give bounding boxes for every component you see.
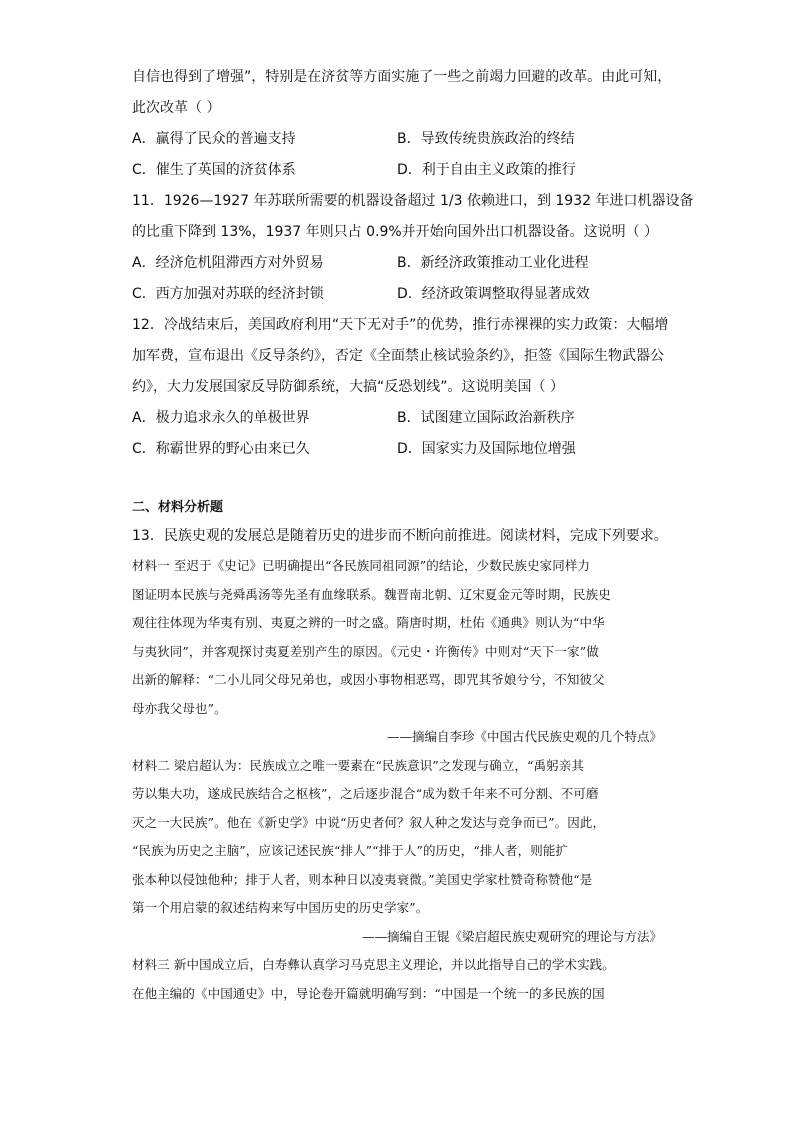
question-stem: 13．民族史观的发展总是随着历史的进步而不断向前推进。阅读材料，完成下列要求。 <box>132 528 668 544</box>
option-row <box>132 124 662 155</box>
material-line: 材料二 梁启超认为：民族成立之唯一要素在“民族意识”之发现与确立，“禹躬亲其 <box>132 757 584 773</box>
option-c: C．催生了英国的济贫体系 <box>132 162 296 178</box>
material-line: 材料三 新中国成立后，白寿彝认真学习马克思主义理论，并以此指导自己的学术实践。 <box>132 957 615 972</box>
option-row <box>132 434 662 465</box>
exam-page <box>132 62 694 1008</box>
material-line: 母亦我父母也”。 <box>132 700 227 716</box>
question-stem-line: 11．1926—1927 年苏联所需要的机器设备超过 1/3 依赖进口，到 1932 年进口机器设备 <box>132 193 694 209</box>
question-13 <box>132 521 668 1008</box>
option-b: B．新经济政策推动工业化进程 <box>397 255 589 271</box>
material-line: 在他主编的《中国通史》中，导论卷开篇就明确写到：“中国是一个统一的多民族的国 <box>132 985 605 1001</box>
material-line: 灭之一大民族”。他在《新史学》中说“历史者何？叙人种之发达与竞争而已”。因此， <box>132 814 606 830</box>
question-stem-line: 的比重下降到 13%，1937 年则只占 0.9%并开始向国外出口机器设备。这说明（ ） <box>132 224 659 240</box>
question-10 <box>132 62 672 186</box>
material-line: 第一个用启蒙的叙述结构来写中国历史的历史学家”。 <box>132 900 429 915</box>
material-line: 张本种以侵蚀他种；排于人者，则本种日以凌夷衰微。”美国史学家杜赞奇称赞他“是 <box>132 871 593 887</box>
option-b: B．导致传统贵族政治的终结 <box>397 131 575 147</box>
section-title: 二、材料分析题 <box>132 500 224 515</box>
material-source: ——摘编自王锟《梁启超民族史观研究的理论与方法》 <box>361 928 662 944</box>
material-line: 材料一 至迟于《史记》已明确提出“各民族同祖同源”的结论，少数民族史家同样力 <box>132 558 591 573</box>
question-stem-line: 约》，大力发展国家反导防御系统，大搞“反恐划线”。这说明美国（ ） <box>132 379 564 395</box>
material-line: 劳以集大功，遂成民族结合之枢核”，之后逐步混合“成为数千年来不可分割、不可磨 <box>132 786 599 801</box>
material-line: 出新的解释：“二小儿同父母兄弟也，或因小事物相恶骂，即咒其爷娘兮兮，不知彼父 <box>132 672 605 687</box>
question-stem-line: 12．冷战结束后，美国政府利用“天下无对手”的优势，推行赤裸裸的实力政策：大幅增 <box>132 317 669 333</box>
option-c: C．西方加强对苏联的经济封锁 <box>132 286 324 302</box>
material-line: 与夷狄同”，并客观探讨夷夏差别产生的原因。《元史・许衡传》中则对“天下一家”做 <box>132 643 599 659</box>
material-line: 观往往体现为华夷有别、夷夏之辨的一时之盛。隋唐时期，杜佑《通典》则认为“中华 <box>132 615 605 630</box>
material-source: ——摘编自李珍《中国古代民族史观的几个特点》 <box>386 729 662 744</box>
question-stem-line: 加军费，宣布退出《反导条约》，否定《全面禁止核试验条约》，拒签《国际生物武器公 <box>132 348 664 364</box>
option-d: D．利于自由主义政策的推行 <box>397 162 576 178</box>
question-11 <box>132 186 694 310</box>
material-line: 图证明本民族与尧舜禹汤等先圣有血缘联系。魏晋南北朝、辽宋夏金元等时期，民族史 <box>132 586 611 602</box>
option-d: D．国家实力及国际地位增强 <box>397 441 576 457</box>
question-12 <box>132 310 669 465</box>
option-a: A．赢得了民众的普遍支持 <box>132 131 296 147</box>
option-row <box>132 279 662 310</box>
question-stem-line: 自信也得到了增强”，特别是在济贫等方面实施了一些之前竭力回避的改革。由此可知， <box>132 69 672 85</box>
section-gap <box>132 465 662 492</box>
material-2 <box>132 752 662 952</box>
material-line: “民族为历史之主脑”，应该记述民族“排人”“排于人”的历史，“排人者，则能扩 <box>132 843 569 858</box>
question-stem-line: 此次改革（ ） <box>132 100 221 116</box>
option-c: C．称霸世界的野心由来已久 <box>132 441 310 457</box>
material-1 <box>132 552 662 752</box>
option-a: A．极力追求永久的单极世界 <box>132 410 310 426</box>
option-row <box>132 403 662 434</box>
option-row <box>132 248 662 279</box>
option-a: A．经济危机阻滞西方对外贸易 <box>132 255 324 271</box>
option-d: D．经济政策调整取得显著成效 <box>397 286 590 302</box>
option-row <box>132 155 662 186</box>
material-3 <box>132 951 662 1008</box>
option-b: B．试图建立国际政治新秩序 <box>397 410 575 426</box>
